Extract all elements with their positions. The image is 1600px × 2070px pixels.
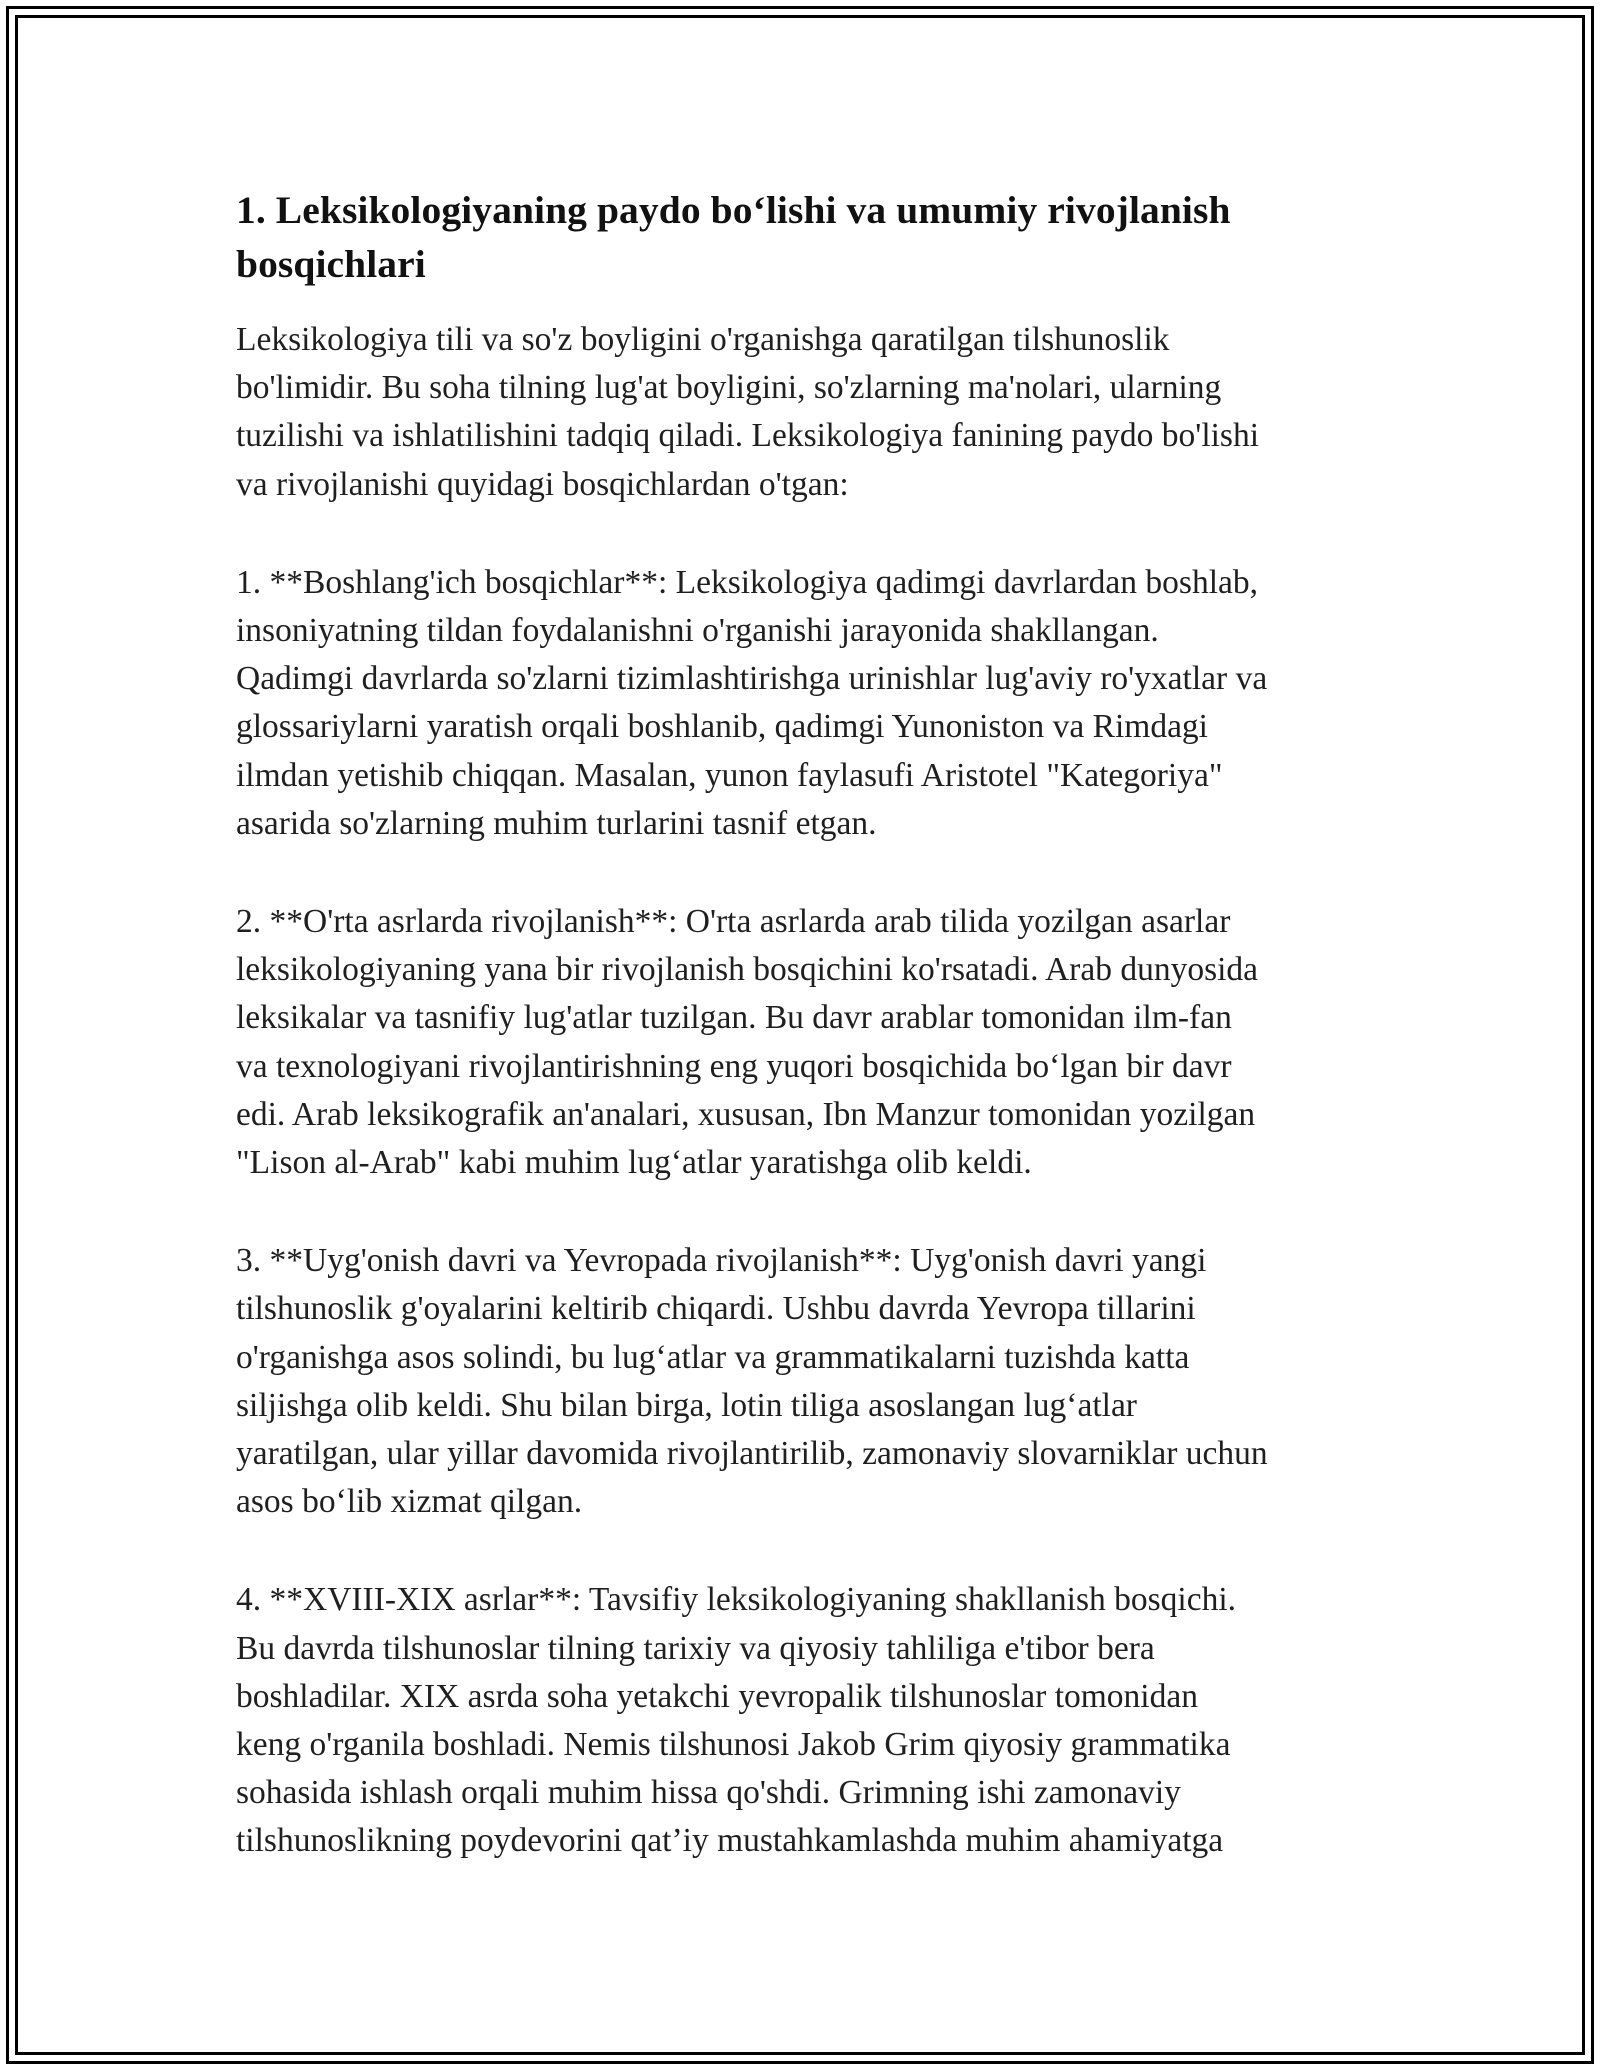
stage-paragraph-3 xyxy=(236,1237,1376,1526)
text-line: leksikalar va tasnifiy lug'atlar tuzilgan. Bu davr arablar tomonidan ilm-fan xyxy=(236,999,1232,1037)
heading-line: bosqichlari xyxy=(236,242,426,286)
text-line: Leksikologiya tili va so'z boyligini o'rganishga qaratilgan tilshunoslik xyxy=(236,321,1170,358)
text-line: 1. **Boshlang'ich bosqichlar**: Leksikologiya qadimgi davrlardan boshlab, xyxy=(236,563,1259,601)
text-line: leksikologiyaning yana bir rivojlanish bosqichini ko'rsatadi. Arab dunyosida xyxy=(236,951,1259,989)
text-line: Bu davrda tilshunoslar tilning tarixiy va qiyosiy tahliliga e'tibor bera xyxy=(236,1629,1155,1667)
stage-paragraph-1 xyxy=(236,559,1376,848)
text-line: sohasida ishlash orqali muhim hissa qo'shdi. Grimning ishi zamonaviy xyxy=(236,1774,1181,1812)
intro-paragraph xyxy=(236,316,1376,509)
text-line: 4. **XVIII-XIX asrlar**: Tavsifiy leksikologiyaning shakllanish bosqichi. xyxy=(236,1581,1237,1619)
text-line: o'rganishga asos solindi, bu lug‘atlar va grammatikalarni tuzishda katta xyxy=(236,1338,1190,1376)
text-line: va rivojlanishi quyidagi bosqichlardan o'tgan: xyxy=(236,465,849,503)
text-line: "Lison al-Arab" kabi muhim lug‘atlar yaratishga olib keldi. xyxy=(236,1144,1032,1182)
text-line: yaratilgan, ular yillar davomida rivojlantirilib, zamonaviy slovarniklar uchun xyxy=(236,1435,1268,1473)
stage-paragraph-4 xyxy=(236,1576,1376,1865)
text-line: Qadimgi davrlarda so'zlarni tizimlashtirishga urinishlar lug'aviy ro'yxatlar va xyxy=(236,660,1268,698)
text-line: tilshunoslikning poydevorini qat’iy mustahkamlashda muhim ahamiyatga xyxy=(236,1822,1224,1860)
section-heading xyxy=(236,183,1376,291)
text-line: edi. Arab leksikografik an'analari, xususan, Ibn Manzur tomonidan yozilgan xyxy=(236,1095,1256,1133)
text-line: glossariylarni yaratish orqali boshlanib, qadimgi Yunoniston va Rimdagi xyxy=(236,708,1208,746)
text-line: insoniyatning tildan foydalanishni o'rganishi jarayonida shakllangan. xyxy=(236,612,1159,650)
text-line: asarida so'zlarning muhim turlarini tasnif etgan. xyxy=(236,804,877,842)
text-line: bo'limidir. Bu soha tilning lug'at boyligini, so'zlarning ma'nolari, ularning xyxy=(236,369,1222,407)
text-line: asos bo‘lib xizmat qilgan. xyxy=(236,1483,583,1521)
text-line: keng o'rganila boshladi. Nemis tilshunosi Jakob Grim qiyosiy grammatika xyxy=(236,1726,1231,1764)
text-line: va texnologiyani rivojlantirishning eng yuqori bosqichida bo‘lgan bir davr xyxy=(236,1047,1232,1085)
text-line: tuzilishi va ishlatilishini tadqiq qiladi. Leksikologiya fanining paydo bo'lishi xyxy=(236,417,1260,455)
text-line: boshladilar. XIX asrda soha yetakchi yevropalik tilshunoslar tomonidan xyxy=(236,1677,1198,1715)
heading-line: 1. Leksikologiyaning paydo bo‘lishi va umumiy rivojlanish xyxy=(236,188,1231,232)
text-line: tilshunoslik g'oyalarini keltirib chiqardi. Ushbu davrda Yevropa tillarini xyxy=(236,1290,1196,1328)
text-line: 2. **O'rta asrlarda rivojlanish**: O'rta asrlarda arab tilida yozilgan asarlar xyxy=(236,903,1231,941)
stage-paragraph-2 xyxy=(236,898,1376,1187)
text-line: ilmdan yetishib chiqqan. Masalan, yunon faylasufi Aristotel "Kategoriya" xyxy=(236,756,1223,794)
text-line: 3. **Uyg'onish davri va Yevropada rivojlanish**: Uyg'onish davri yangi xyxy=(236,1242,1207,1280)
text-line: siljishga olib keldi. Shu bilan birga, lotin tiliga asoslangan lug‘atlar xyxy=(236,1386,1137,1424)
document-content xyxy=(236,183,1376,1866)
